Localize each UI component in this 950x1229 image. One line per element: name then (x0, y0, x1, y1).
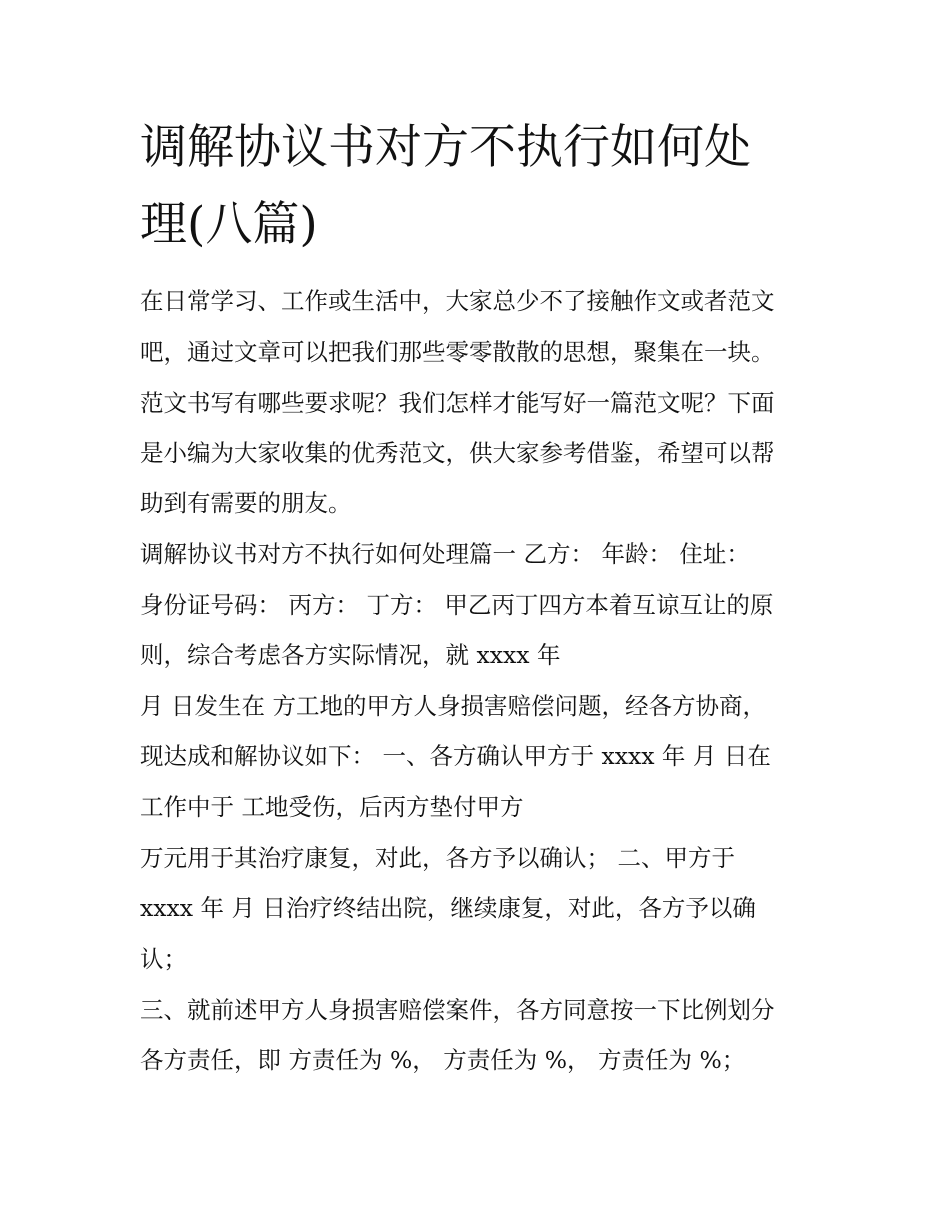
body-line-10: 现达成和解协议如下： 一、各方确认甲方于 xxxx 年 月 日在 (140, 742, 771, 770)
body-line-3: 范文书写有哪些要求呢？我们怎样才能写好一篇范文呢？下面 (140, 389, 775, 417)
body-line-8: 则，综合考虑各方实际情况，就 xxxx 年 (140, 641, 561, 669)
document-title-line-2: 理(八篇) (140, 197, 318, 252)
body-line-7: 身份证号码： 丙方： 丁方： 甲乙丙丁四方本着互谅互让的原 (140, 591, 774, 619)
body-line-1: 在日常学习、工作或生活中，大家总少不了接触作文或者范文 (140, 287, 775, 315)
body-line-12: 万元用于其治疗康复，对此，各方予以确认； 二、甲方于 (140, 844, 735, 872)
body-line-2: 吧，通过文章可以把我们那些零零散散的思想，聚集在一块。 (140, 338, 775, 366)
body-line-9: 月 日发生在 方工地的甲方人身损害赔偿问题，经各方协商， (140, 692, 766, 720)
body-line-14: 认； (140, 945, 187, 973)
body-line-4: 是小编为大家收集的优秀范文，供大家参考借鉴，希望可以帮 (140, 439, 775, 467)
body-line-16: 各方责任，即 方责任为 %， 方责任为 %， 方责任为 %； (140, 1046, 746, 1074)
body-line-11: 工作中于 工地受伤，后丙方垫付甲方 (140, 793, 524, 821)
document-title-line-1: 调解协议书对方不执行如何处 (140, 120, 751, 175)
body-line-5: 助到有需要的朋友。 (140, 489, 352, 517)
body-line-6: 调解协议书对方不执行如何处理篇一 乙方： 年龄： 住址： (140, 540, 750, 568)
body-line-15: 三、就前述甲方人身损害赔偿案件，各方同意按一下比例划分 (140, 996, 775, 1024)
body-line-13: xxxx 年 月 日治疗终结出院，继续康复，对此，各方予以确 (140, 894, 756, 922)
